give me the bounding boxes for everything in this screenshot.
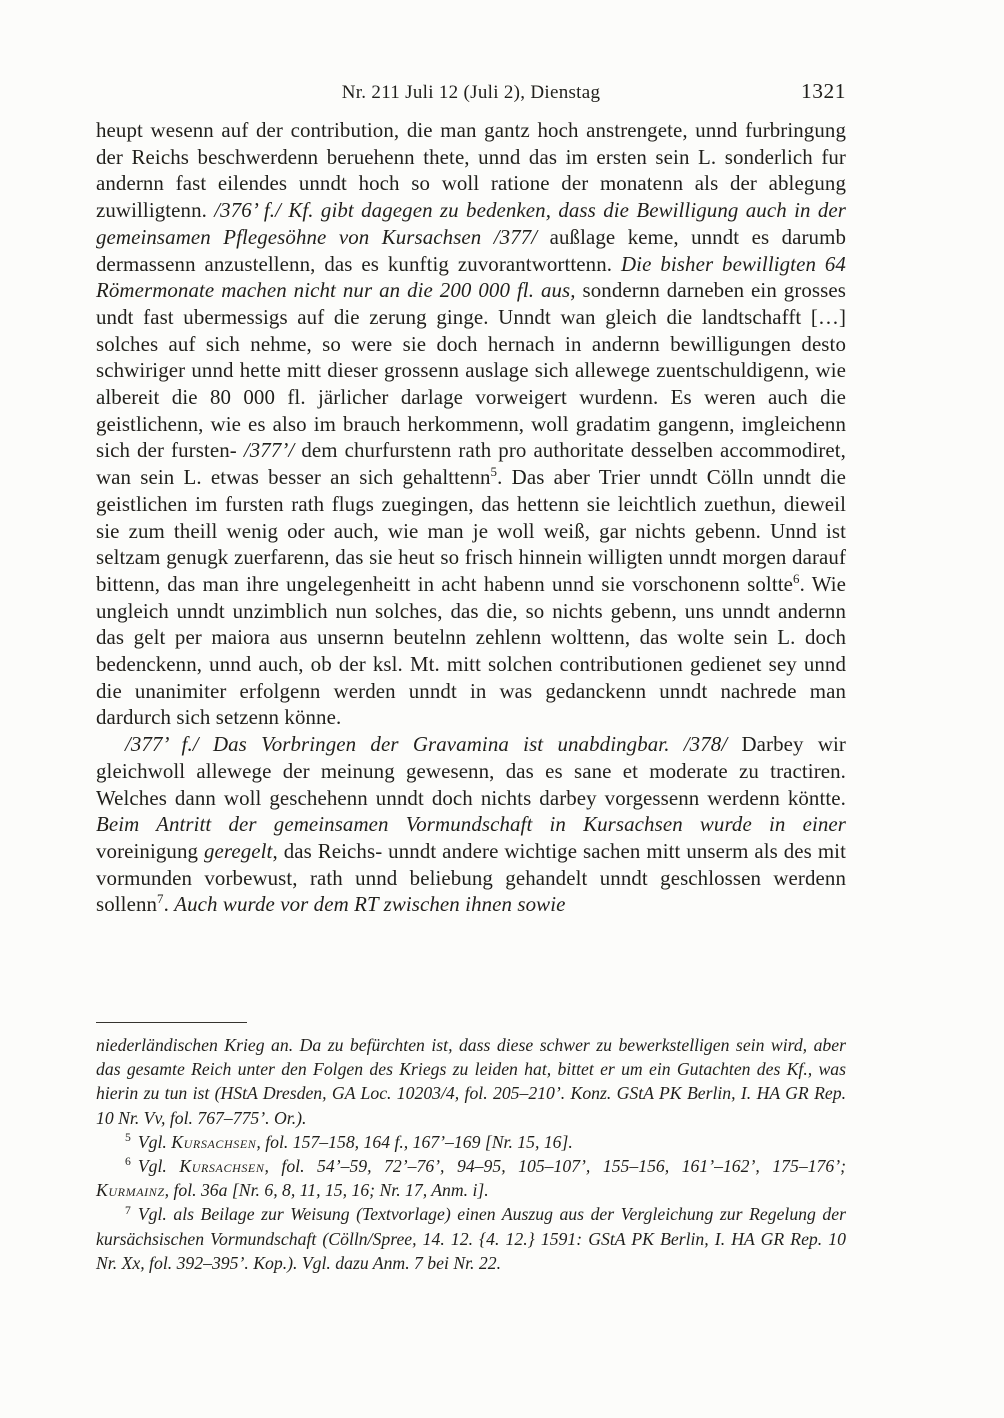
text-segment: . Wie ungleich unndt unzimblich nun solches, das die, so nichts gebenn, uns unndt andernn das gelt per maiora aus unsernn beutelnn zehlenn wolttenn, das wolte sein L. doch bedenckenn, unnd auch, ob der ksl. Mt. mitt solchen contributionen gedienet sey unnd die unanimiter erfolgenn werden unndt in was gedanckenn unndt nachrede man dardurch sich setzenn könne. xyxy=(96,571,846,730)
footnote-marker-6: 6 xyxy=(125,1155,131,1169)
text-segment: 6 xyxy=(793,570,800,586)
text-segment: Die bisher bewilligten 64 Römermonate machen nicht nur an die 200 000 fl. aus, xyxy=(96,251,846,303)
text-segment: sondernn darneben ein grosses undt fast ubermessigs auf die zerung ginge. Unndt wan gleich die landtschafft […] solches auf sich nehme, so were sie doch hernach in andernn bewilligungen desto schwiriger unnd hette mitt dieser grossenn auslage sich allewege zuentschuldigenn, wie albereit die 80 000 fl. järlicher darlage vorweigert wurdenn. Es weren auch die geistlichenn, wie es also im brauch herkommenn, woll gradatim gangenn, imgleichenn sich der fursten- xyxy=(96,278,846,463)
body-paragraph-2 xyxy=(96,731,846,918)
text-segment: Kursachsen xyxy=(171,1131,257,1152)
text-segment: , das Reichs- unndt andere wichtige sachen mitt unserm als des mit vormunden vorbewust, rath unnd beliebung gehandelt unndt geschlossen werdenn sollenn xyxy=(96,838,846,917)
text-segment: dem churfurstenn rath pro authoritate desselben accommodiret, wan sein L. etwas besser an sich gehalttenn xyxy=(96,438,847,490)
text-segment: Beim Antritt der gemeinsamen Vormundschaft in Kursachsen wurde in einer xyxy=(96,812,846,837)
text-segment: geregelt xyxy=(203,838,273,863)
page-number: 1321 xyxy=(801,79,846,103)
text-segment: heupt wesenn auf der contribution, die man gantz hoch anstrengete, unnd furbringung der Reichs beschwerdenn beruehenn thete, unnd das im ersten sein L. sonderlich fur andernn fast eilendes unndt hoch so woll ratione der monatenn als der ablegung zuwilligtenn. xyxy=(96,118,846,223)
text-segment: , fol. 36a [Nr. 6, 8, 11, 15, 16; Nr. 17, Anm. i]. xyxy=(164,1180,489,1201)
running-head xyxy=(96,79,846,104)
text-segment: Vgl. xyxy=(137,1156,180,1177)
text-segment: außlage keme, unndt es darumb dermassenn anzustellenn, das es kunftig zuvorantworttenn. xyxy=(96,224,846,276)
footnote-continuation xyxy=(96,1033,846,1130)
text-segment: Darbey wir gleichwoll allewege der meinung gewesenn, das es sane et moderate zu tractiren. Welches dann woll geschehenn unndt doch nichts darbey vorgessenn werdenn köntte. xyxy=(96,732,846,810)
footnote-6-text xyxy=(96,1156,846,1200)
text-segment: , fol. 54’–59, 72’–76’, 94–95, 105–107’, 155–156, 161’–162’, 175–176’; xyxy=(264,1156,847,1177)
text-segment: voreinigung xyxy=(96,838,204,863)
body-paragraph-1 xyxy=(96,117,846,731)
running-head-title: Nr. 211 Juli 12 (Juli 2), Dienstag xyxy=(341,82,601,103)
footnote-marker-7: 7 xyxy=(125,1203,131,1217)
footnotes-section xyxy=(96,1022,846,1275)
text-segment: /377’/ xyxy=(243,438,302,463)
text-segment: 5 xyxy=(490,464,498,480)
text-segment: Vgl. xyxy=(137,1131,172,1152)
footnote-6 xyxy=(96,1154,846,1202)
text-segment: niederländischen Krieg an. Da zu befürchten ist, dass diese schwer zu bewerkstelligen sein wird, aber das gesamte Reich unter den Folgen des Kriegs zu leiden hat, bittet er um ein Gutachten des Kf., was hierin zu tun ist (HStA Dresden, GA Loc. 10203/4, fol. 205–210’. Konz. GStA PK Berlin, I. HA GR Rep. 10 Nr. Vv, fol. 767–775’. Or.). xyxy=(96,1035,846,1128)
text-segment: /376’ f./ Kf. gibt dagegen zu bedenken, dass die Bewilligung auch in der gemeinsamen Pflegesöhne von Kursachsen /377/ xyxy=(96,198,846,249)
footnote-marker-5: 5 xyxy=(125,1130,131,1144)
text-segment: Auch wurde vor dem RT zwischen ihnen sowie xyxy=(174,892,566,917)
footnote-7-text xyxy=(96,1204,846,1272)
text-segment: Vgl. als Beilage zur Weisung (Textvorlage) einen Auszug aus der Vergleichung zur Regelung der kursächsischen Vormundschaft (Cölln/Spree, 14. 12. {4. 12.} 1591: GStA PK Berlin, I. HA GR Rep. 10 Nr. Xx, fol. 392–395’. Kop.). Vgl. dazu Anm. 7 bei Nr. 22. xyxy=(96,1204,846,1273)
text-segment: , fol. 157–158, 164 f., 167’–169 [Nr. 15, 16]. xyxy=(256,1131,573,1152)
text-segment: 7 xyxy=(157,891,164,907)
text-segment: . xyxy=(163,892,175,917)
footnote-5 xyxy=(96,1130,846,1154)
text-segment: Kurmainz xyxy=(96,1180,165,1201)
footnote-separator-rule xyxy=(96,1022,247,1023)
text-segment: Kursachsen xyxy=(179,1156,265,1177)
footnote-5-text xyxy=(138,1132,573,1152)
text-segment: . Das aber Trier unndt Cölln unndt die geistlichen im fursten rath flugs zuegingen, das hettenn sie leichtlich zuethun, dieweil sie zum theill wenig oder auch, wie man je woll weiß, gar nichts gebenn. Unnd ist seltzam genugk zuerfarenn, das sie heut so frisch hinnein willigten unndt morgen darauf bittenn, das man ihre ungelegenheitt in acht habenn unnd sie vorschonenn soltte xyxy=(96,465,846,596)
footnote-7 xyxy=(96,1202,846,1275)
main-text-block xyxy=(96,117,846,918)
text-segment: /377’ f./ Das Vorbringen der Gravamina ist unabdingbar. /378/ xyxy=(125,732,742,757)
